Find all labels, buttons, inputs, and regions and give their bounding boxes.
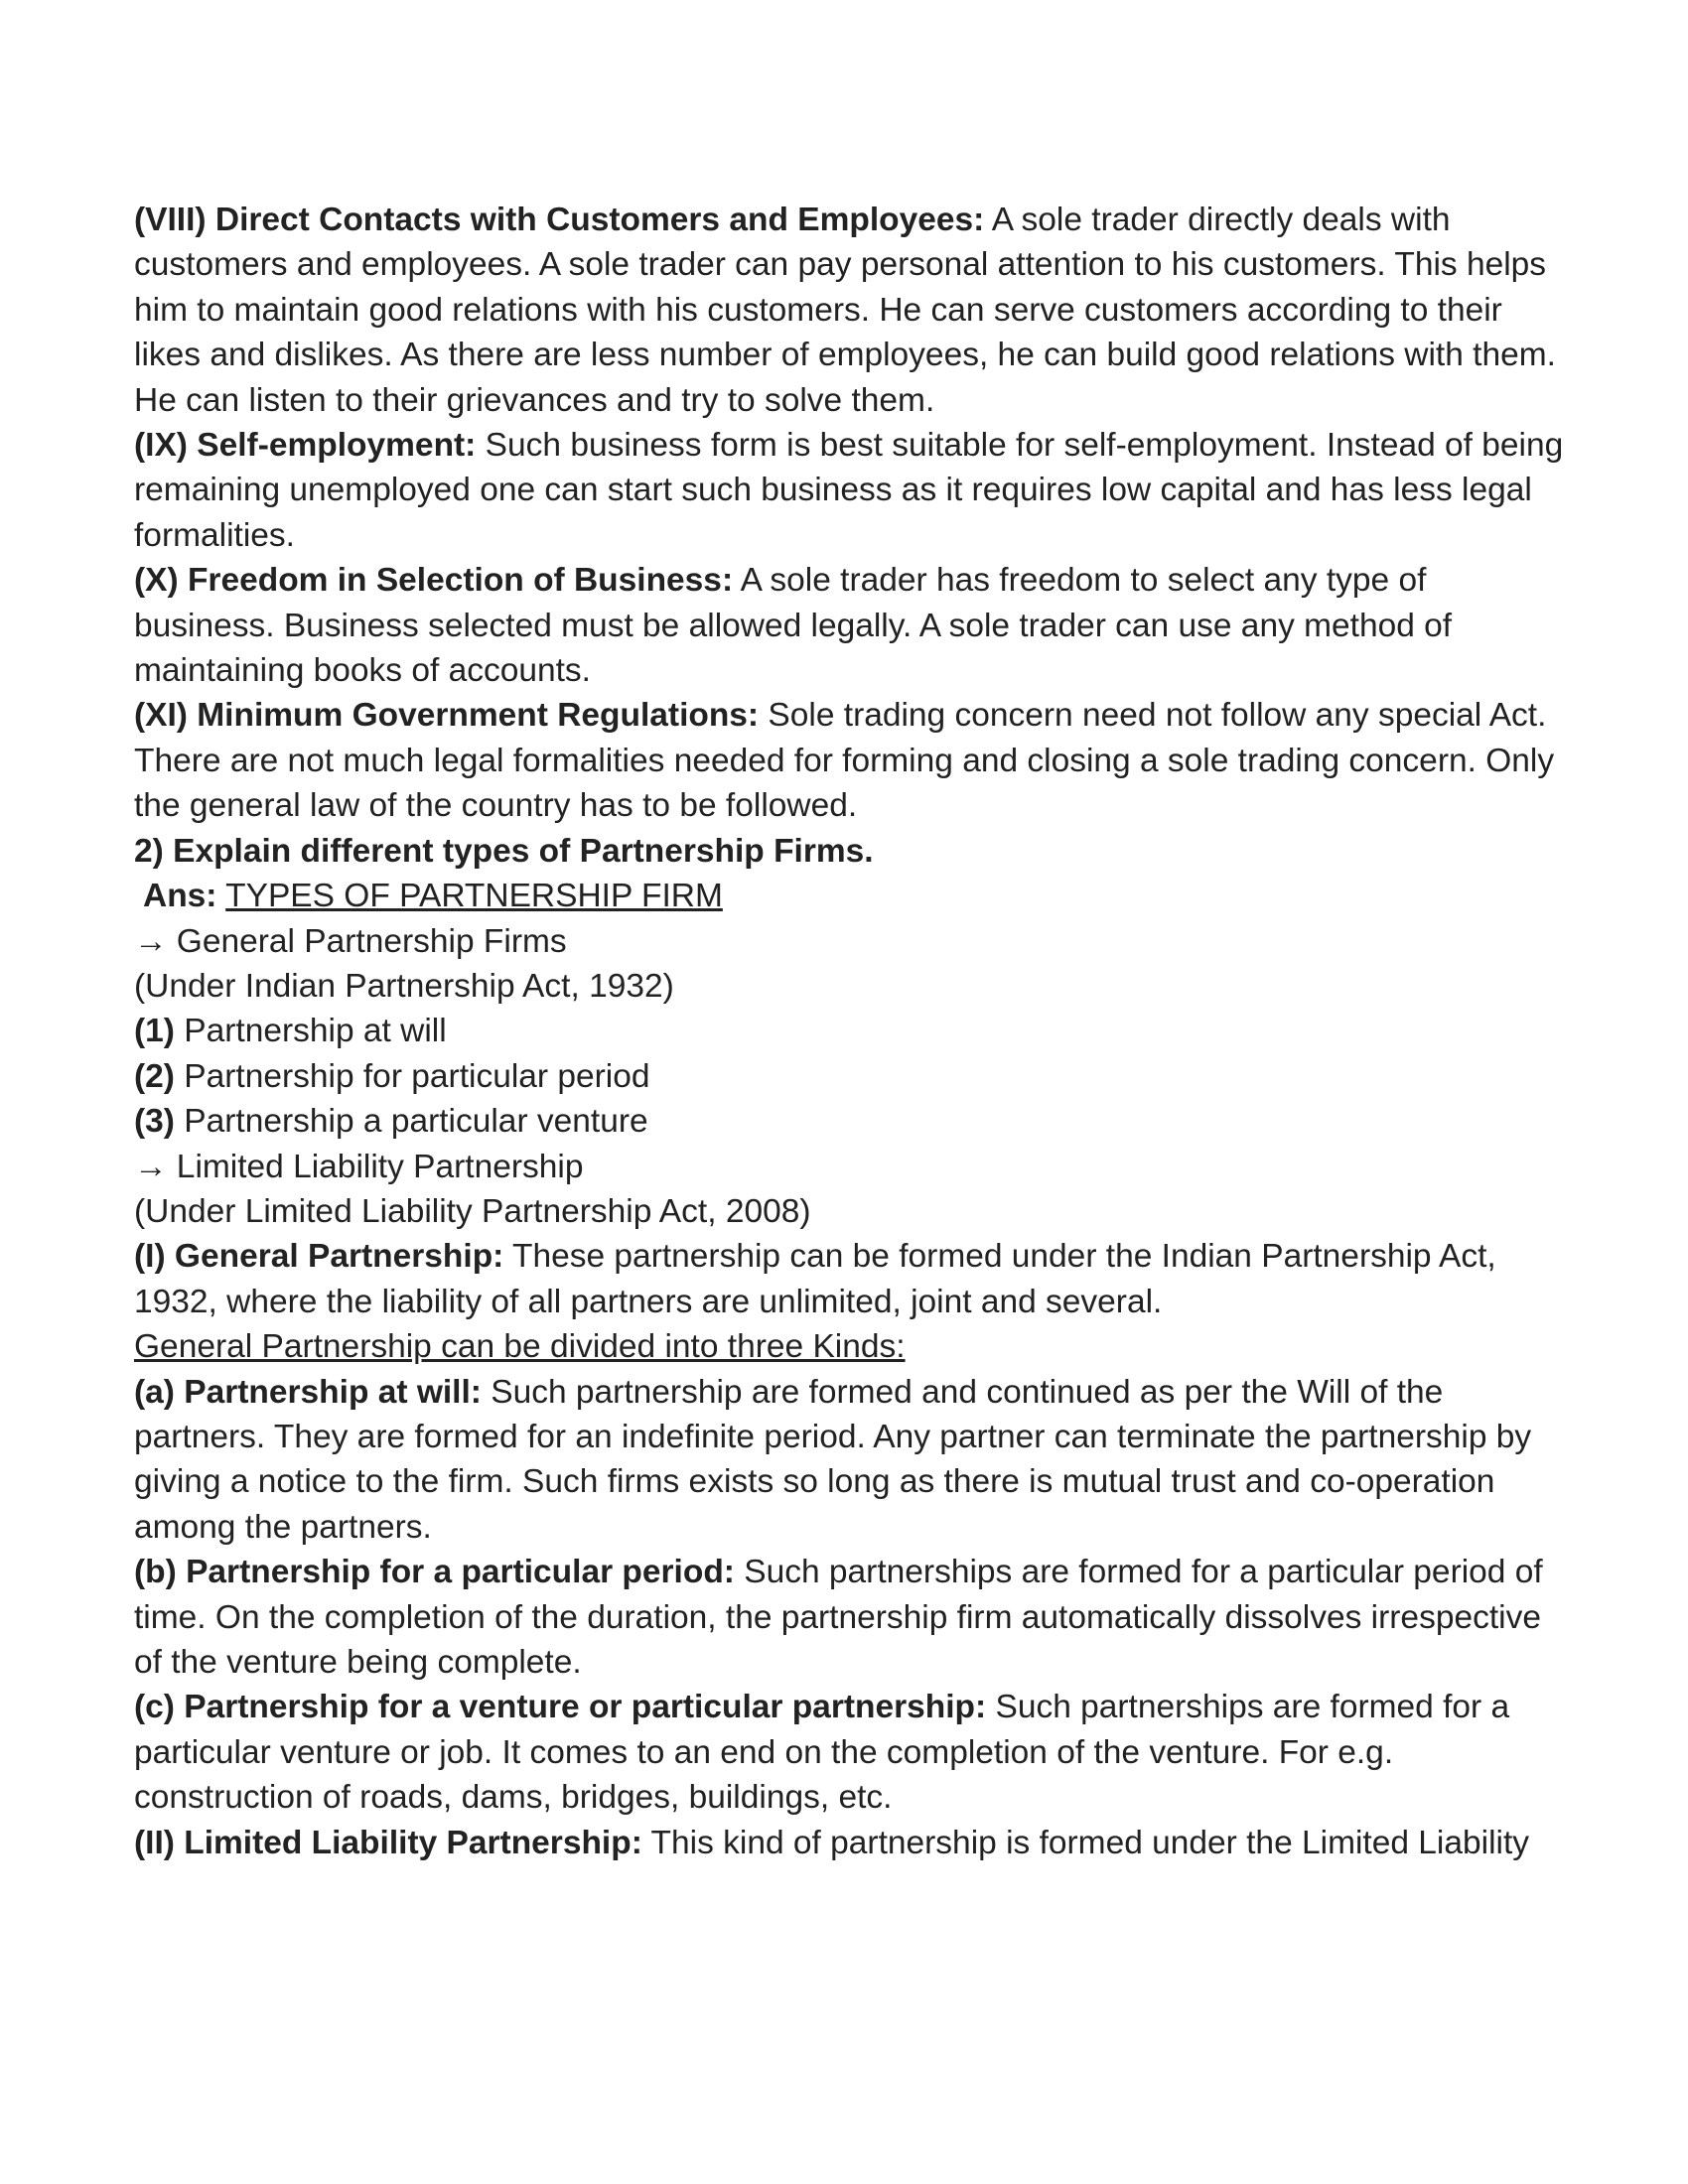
list-item	[134, 1099, 1564, 1144]
point-minimum-regulations	[134, 693, 1564, 828]
point-text: Sole trading concern need not follow any special Act. There are not much legal formalities needed for forming and closing a sole trading concern. Only the general law of the country has to be followed.	[134, 697, 1555, 825]
section-text: These partnership can be formed under the Indian Partnership Act, 1932, where the liability of all partners are unlimited, joint and several.	[134, 1238, 1496, 1320]
kind-text: Such partnerships are formed for a particular venture or job. It comes to an end on the completion of the venture. For e.g. construction of roads, dams, bridges, buildings, etc.	[134, 1689, 1510, 1817]
point-text: Such business form is best suitable for self-employment. Instead of being remaining unemployed one can start such business as it requires low capital and has less legal formalities.	[134, 427, 1564, 554]
list-text: Partnership at will	[174, 1013, 447, 1050]
kind-heading: (a) Partnership at will:	[134, 1373, 482, 1411]
llp-paragraph	[134, 1821, 1564, 1865]
kind-heading: (b) Partnership for a particular period:	[134, 1554, 735, 1591]
llp-act: (Under Limited Liability Partnership Act, 2008)	[134, 1192, 811, 1230]
general-partnership-paragraph	[134, 1234, 1564, 1324]
list-text: Partnership a particular venture	[174, 1103, 648, 1141]
question-heading: 2) Explain different types of Partnership Firms.	[134, 832, 874, 870]
point-text: A sole trader directly deals with customers and employees. A sole trader can pay personal attention to his customers. This helps him to maintain good relations with his customers. He can serve customers according to their likes and dislikes. As there are less number of employees, he can build good relations with them. He can listen to their grievances and try to solve them.	[134, 202, 1556, 419]
point-freedom-selection	[134, 558, 1564, 693]
llp-label: → Limited Liability Partnership	[134, 1148, 584, 1185]
general-firms-label: → General Partnership Firms	[134, 922, 567, 960]
point-heading: (X) Freedom in Selection of Business:	[134, 562, 734, 600]
answer-label: Ans:	[143, 878, 217, 915]
list-item	[134, 1009, 1564, 1053]
point-self-employment	[134, 423, 1564, 558]
kind-particular-period	[134, 1550, 1564, 1685]
answer-line	[134, 874, 1564, 918]
kind-text: Such partnership are formed and continued as per the Will of the partners. They are formed for an indefinite period. Any partner can terminate the partnership by giving a notice to the firm. Such firms exists so long as there is mutual trust and co-operation among the partners.	[134, 1373, 1532, 1546]
list-number: (1)	[134, 1013, 175, 1050]
list-item	[134, 1054, 1564, 1099]
section-heading: (I) General Partnership:	[134, 1238, 504, 1276]
kind-text: Such partnerships are formed for a particular period of time. On the completion of the duration, the partnership firm automatically dissolves irrespective of the venture being complete.	[134, 1554, 1543, 1681]
list-number: (3)	[134, 1103, 175, 1141]
document-page	[134, 198, 1564, 1865]
kind-partnership-at-will	[134, 1370, 1564, 1551]
point-heading: (IX) Self-employment:	[134, 427, 477, 465]
kind-particular-venture	[134, 1685, 1564, 1820]
list-text: Partnership for particular period	[174, 1057, 650, 1095]
answer-title: TYPES OF PARTNERSHIP FIRM	[225, 878, 723, 915]
kind-heading: (c) Partnership for a venture or particular partnership:	[134, 1689, 987, 1726]
list-number: (2)	[134, 1057, 175, 1095]
section-heading: (II) Limited Liability Partnership:	[134, 1824, 642, 1861]
kinds-heading: General Partnership can be divided into three Kinds:	[134, 1328, 906, 1366]
point-direct-contacts	[134, 198, 1564, 423]
point-text: A sole trader has freedom to select any type of business. Business selected must be allowed legally. A sole trader can use any method of maintaining books of accounts.	[134, 562, 1453, 690]
point-heading: (VIII) Direct Contacts with Customers and Employees:	[134, 202, 985, 238]
section-text: This kind of partnership is formed under the Limited Liability	[641, 1824, 1530, 1861]
point-heading: (XI) Minimum Government Regulations:	[134, 697, 760, 735]
general-firms-act: (Under Indian Partnership Act, 1932)	[134, 967, 674, 1005]
